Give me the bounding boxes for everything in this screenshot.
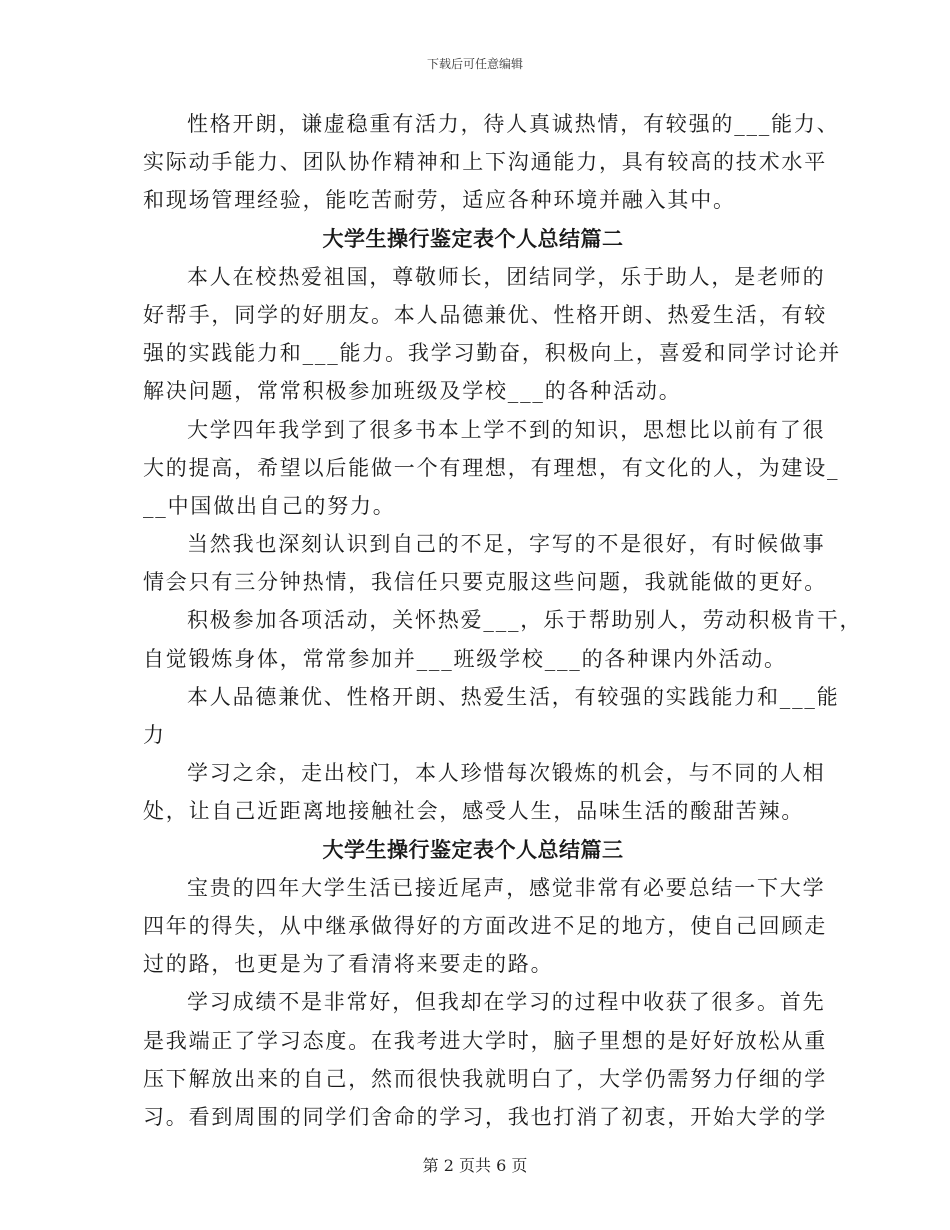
page-footer: 第 2 页共 6 页 — [422, 1156, 528, 1175]
text-line: 当然我也深刻认识到自己的不足，字写的不是很好，有时候做事 — [187, 532, 826, 557]
text-line: 是我端正了学习态度。在我考进大学时，脑子里想的是好好放松从重 — [143, 1028, 827, 1053]
text-line: 情会只有三分钟热情，我信任只要克服这些问题，我就能做的更好。 — [143, 570, 827, 595]
text-line: 性格开朗，谦虚稳重有活力，待人真诚热情，有较强的___能力、 — [187, 112, 840, 136]
text-line: 大的提高，希望以后能做一个有理想，有理想，有文化的人，为建设_ — [143, 455, 840, 480]
page-header: 下载后可任意编辑 — [426, 57, 523, 71]
text-line: 强的实践能力和___能力。我学习勤奋，积极向上，喜爱和同学讨论并 — [143, 341, 842, 366]
text-line: 处，让自己近距离地接触社会，感受人生，品味生活的酸甜苦辣。 — [143, 799, 805, 824]
text-line: 本人在校热爱祖国，尊敬师长，团结同学，乐于助人，是老师的 — [187, 264, 826, 289]
section-heading: 大学生操行鉴定表个人总结篇三 — [322, 836, 624, 862]
text-line: 宝贵的四年大学生活已接近尾声，感觉非常有必要总结一下大学 — [187, 875, 826, 900]
text-line: 自觉锻炼身体，常常参加并___班级学校___的各种课内外活动。 — [143, 646, 787, 671]
text-line: 和现场管理经验，能吃苦耐劳，适应各种环境并融入其中。 — [143, 188, 736, 213]
text-line: 积极参加各项活动，关怀热爱___，乐于帮助别人，劳动积极肯干， — [187, 608, 863, 633]
section-heading: 大学生操行鉴定表个人总结篇二 — [322, 225, 624, 251]
text-line: 解决问题，常常积极参加班级及学校___的各种活动。 — [143, 379, 682, 404]
text-line: 本人品德兼优、性格开朗、热爱生活，有较强的实践能力和___能 — [187, 684, 840, 709]
text-line: 力 — [143, 723, 166, 747]
text-line: 好帮手，同学的好朋友。本人品德兼优、性格开朗、热爱生活，有较 — [143, 302, 827, 327]
text-line: 习。看到周围的同学们舍命的学习，我也打消了初衷，开始大学的学 — [143, 1104, 827, 1129]
text-line: 实际动手能力、团队协作精神和上下沟通能力，具有较高的技术水平 — [143, 150, 827, 175]
text-line: 压下解放出来的自己，然而很快我就明白了，大学仍需努力仔细的学 — [143, 1066, 827, 1091]
text-line: 大学四年我学到了很多书本上学不到的知识，思想比以前有了很 — [187, 417, 826, 442]
document-body — [143, 105, 863, 1136]
text-line: __中国做出自己的努力。 — [143, 493, 396, 518]
text-line: 学习之余，走出校门，本人珍惜每次锻炼的机会，与不同的人相 — [187, 761, 826, 786]
text-line: 学习成绩不是非常好，但我却在学习的过程中收获了很多。首先 — [187, 990, 826, 1015]
text-line: 四年的得失，从中继承做得好的方面改进不足的地方，使自己回顾走 — [143, 913, 827, 938]
text-line: 过的路，也更是为了看清将来要走的路。 — [143, 952, 554, 977]
